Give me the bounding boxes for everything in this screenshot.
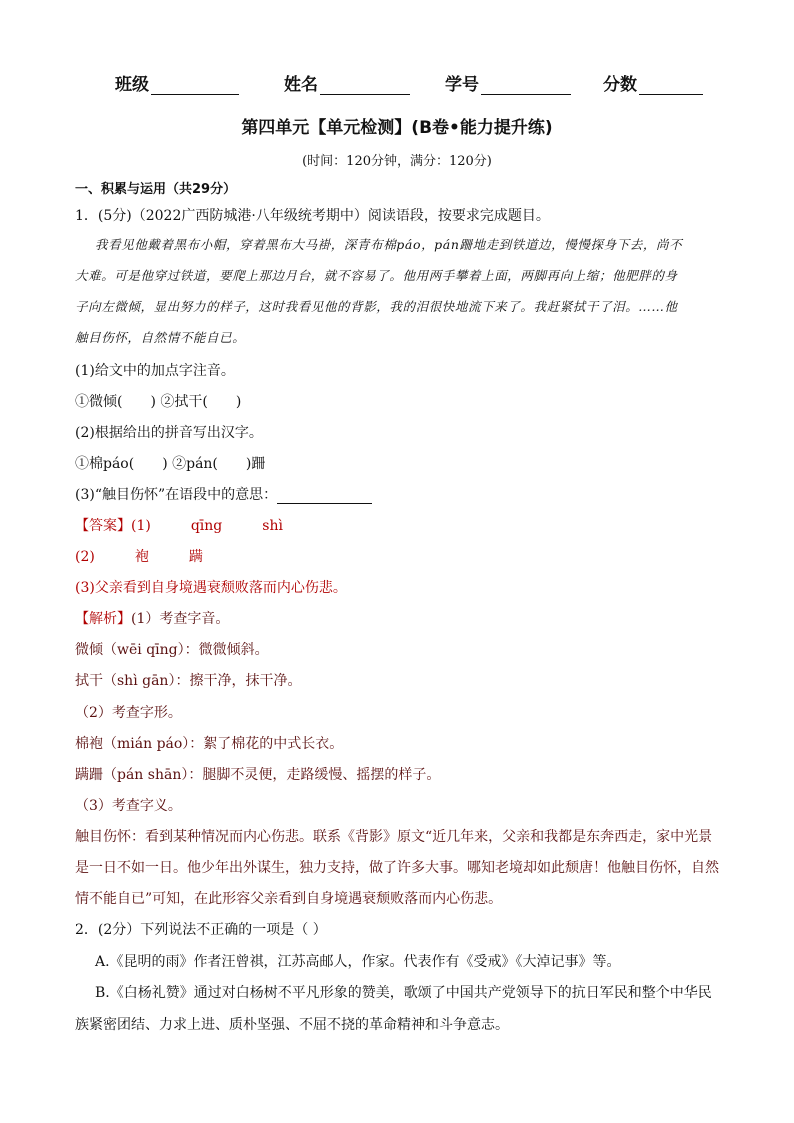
- sub-question-1-items: ①微倾( ) ②拭干( ): [75, 394, 242, 410]
- answer-2-a: 袍: [134, 549, 149, 565]
- answer-label: 【答案】: [75, 518, 131, 534]
- class-blank[interactable]: [151, 76, 239, 95]
- answer-1-a: qīng: [190, 518, 223, 534]
- sub-question-3-text: (3)“触目伤怀”在语段中的意思：: [75, 487, 278, 503]
- student-id-blank[interactable]: [481, 76, 571, 95]
- answer-1-b: shì: [262, 518, 283, 534]
- question-2-option-cont: 族紧密团结、力求上进、质朴坚强、不屈不挠的革命精神和斗争意志。: [75, 1017, 509, 1033]
- analysis-text: 触目伤怀：看到某种情况而内心伤悲。联系《背影》原文“近几年来，父亲和我都是东奔西走，家中光景: [75, 829, 713, 845]
- question-2-option: B.《白杨礼赞》通过对白杨树不平凡形象的赞美，歌颂了中国共产党领导下的抗日军民和整个中华民: [95, 985, 712, 1001]
- answer-blank[interactable]: [277, 489, 372, 504]
- sub-question-1: (1)给文中的加点字注音。: [75, 363, 235, 379]
- name-field: [284, 70, 410, 95]
- answer-1-num: (1): [131, 518, 151, 534]
- answer-line-2: [75, 546, 203, 566]
- answer-line-1: [75, 515, 283, 535]
- question-1-stem: 1．(5分)（2022广西防城港·八年级统考期中）阅读语段，按要求完成题目。: [75, 208, 550, 224]
- class-field: [115, 70, 239, 95]
- question-2-option: A.《昆明的雨》作者汪曾祺，江苏高邮人，作家。代表作有《受戒》《大淖记事》等。: [95, 954, 621, 970]
- student-id-label: 学号: [445, 75, 479, 95]
- analysis-line-1: [75, 608, 229, 628]
- name-label: 姓名: [284, 75, 318, 95]
- answer-line-3: (3)父亲看到自身境遇衰颓败落而内心伤悲。: [75, 580, 347, 596]
- passage-line: 子向左微倾，显出努力的样子，这时我看见他的背影，我的泪很快地流下来了。我赶紧拭干了泪。……他: [75, 299, 678, 314]
- passage-line: 我看见他戴着黑布小帽，穿着黑布大马褂，深青布棉páo，pán跚地走到铁道边，慢慢探身下去，尚不: [95, 237, 683, 252]
- passage-line: 大难。可是他穿过铁道，要爬上那边月台，就不容易了。他用两手攀着上面，两脚再向上缩；他肥胖的身: [75, 268, 678, 283]
- question-2-stem: 2．(2分）下列说法不正确的一项是（ ）: [75, 922, 327, 938]
- score-blank[interactable]: [639, 76, 703, 95]
- analysis-1: (1）考查字音。: [131, 611, 230, 627]
- student-id-field: [445, 70, 571, 95]
- analysis-text: 蹒跚（pán shān）：腿脚不灵便，走路缓慢、摇摆的样子。: [75, 767, 441, 783]
- page-subtitle: (时间：120分钟，满分：120分): [302, 154, 492, 169]
- analysis-text: 棉袍（mián páo）：絮了棉花的中式长衣。: [75, 736, 344, 752]
- analysis-heading-2: （2）考查字形。: [75, 705, 182, 721]
- name-blank[interactable]: [320, 76, 410, 95]
- analysis-text: 情不能自已”可知，在此形容父亲看到自身境遇衰颓败落而内心伤悲。: [75, 891, 503, 907]
- student-info-row: [0, 70, 794, 98]
- analysis-text: 拭干（shì gān）：擦干净，抹干净。: [75, 673, 302, 689]
- sub-question-2: (2)根据给出的拼音写出汉字。: [75, 425, 263, 441]
- answer-2-num: (2): [75, 549, 95, 565]
- analysis-label: 【解析】: [75, 611, 131, 627]
- analysis-heading-3: （3）考查字义。: [75, 798, 182, 814]
- class-label: 班级: [115, 75, 149, 95]
- page-title: 第四单元【单元检测】(B卷•能力提升练): [241, 118, 553, 138]
- score-field: [603, 70, 703, 95]
- analysis-text: 是一日不如一日。他少年出外谋生，独力支持，做了许多大事。哪知老境却如此颓唐！他触目伤怀，自然: [75, 860, 719, 876]
- analysis-text: 微倾（wēi qīng）：微微倾斜。: [75, 642, 269, 658]
- sub-question-2-items: ①棉páo( ) ②pán( )跚: [75, 456, 266, 472]
- section-heading: 一、积累与运用（共29分）: [75, 182, 237, 197]
- answer-2-b: 蹒: [188, 549, 203, 565]
- passage-line: 触目伤怀，自然情不能自已。: [75, 330, 246, 345]
- score-label: 分数: [603, 75, 637, 95]
- sub-question-3: [75, 484, 372, 504]
